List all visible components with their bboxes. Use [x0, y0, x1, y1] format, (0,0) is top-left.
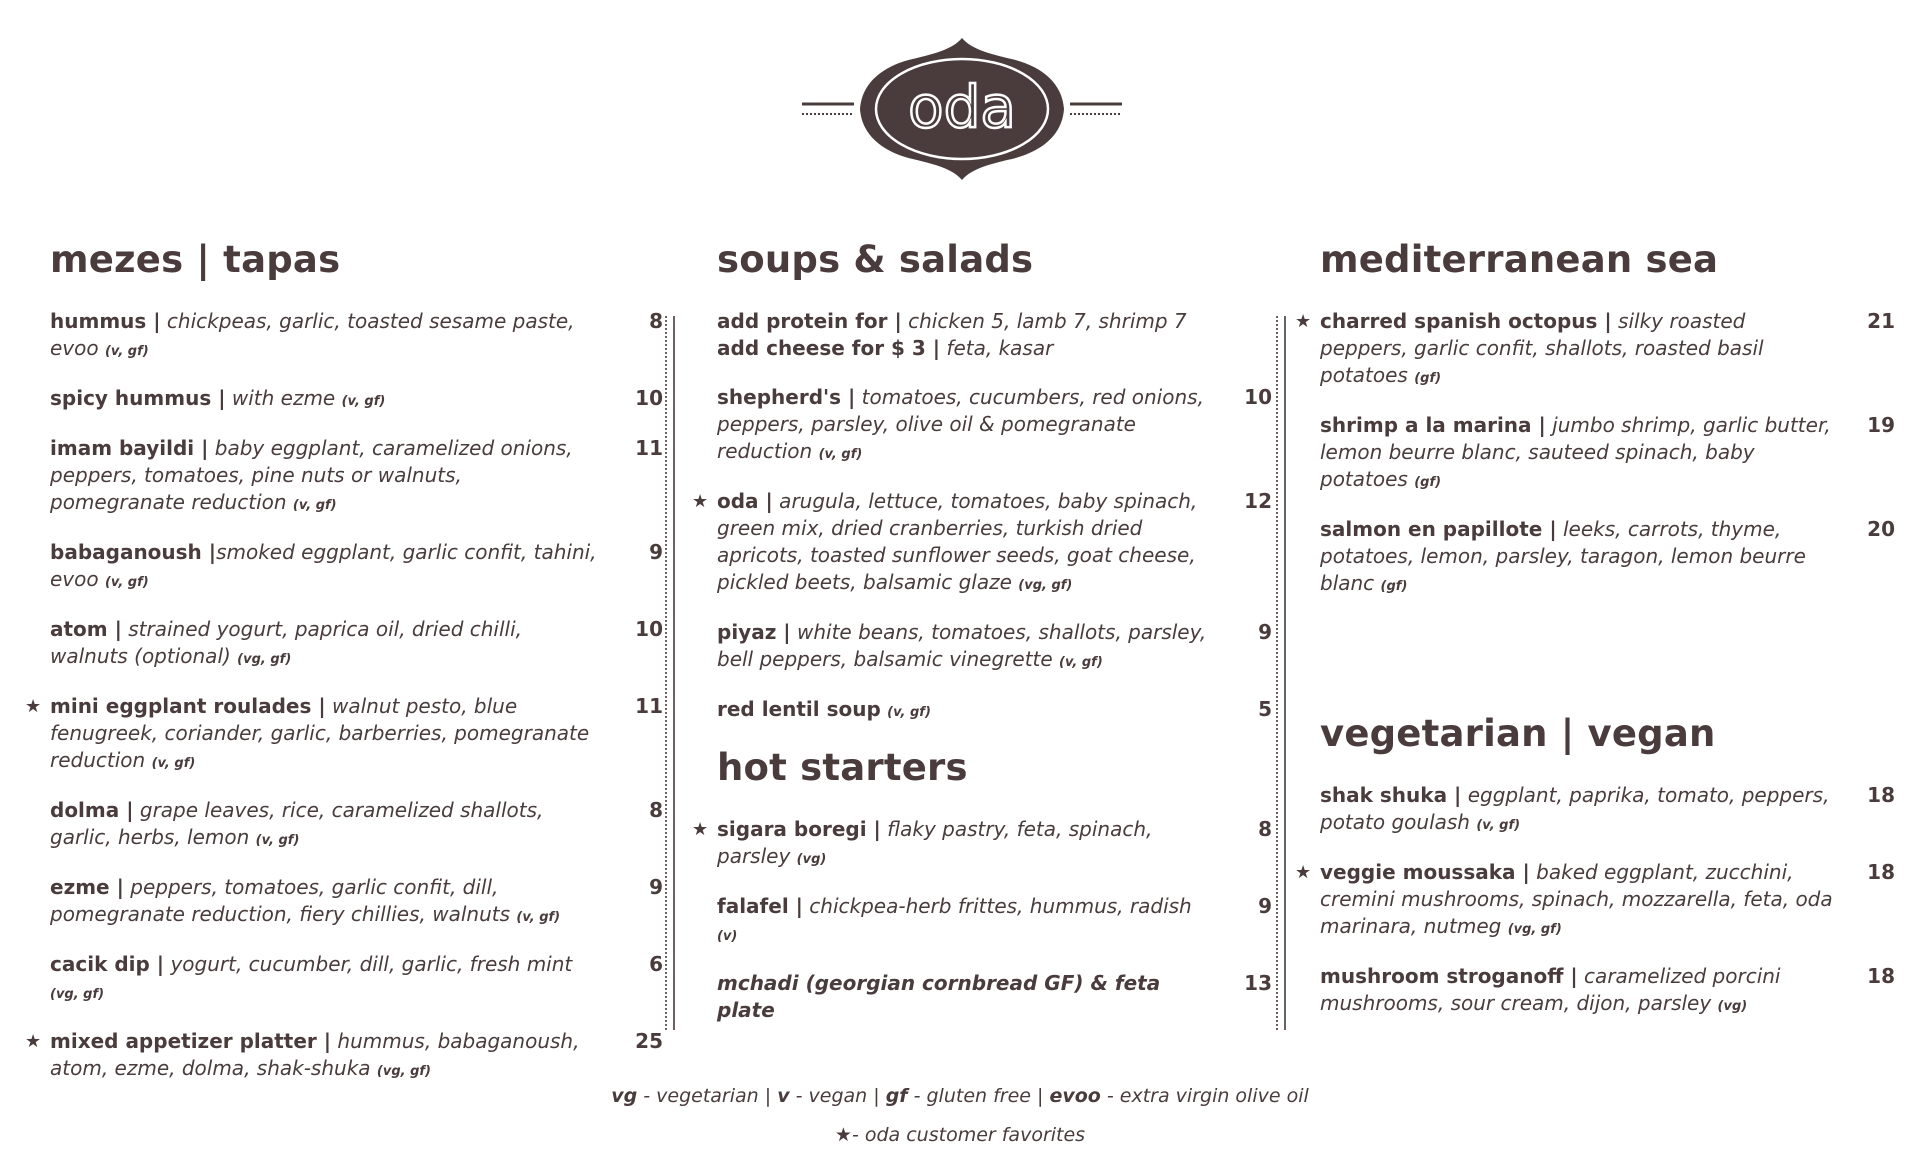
- item-description: walnut pesto, blue fenugreek, coriander, garlic, barberries, pomegranate reduction: [50, 694, 590, 772]
- section-title-mediterranean: mediterranean sea: [1320, 238, 1719, 281]
- item-price: 5: [1258, 697, 1272, 721]
- item-list: [692, 384, 1272, 726]
- item-diet-tag: (v, gf): [341, 394, 386, 409]
- item-price: 12: [1244, 489, 1272, 513]
- item-name: piyaz |: [717, 620, 791, 644]
- item-description: grape leaves, rice, caramelized shallots, garlic, herbs, lemon: [50, 798, 544, 849]
- menu-item: [1320, 963, 1895, 1020]
- item-price: 10: [635, 617, 663, 641]
- addon-lead: add protein for |: [717, 309, 902, 333]
- item-description: smoked eggplant, garlic confit, tahini, evoo: [50, 540, 597, 591]
- menu-item: [717, 619, 1272, 676]
- menu-item: [692, 488, 1272, 599]
- item-diet-tag: (v, gf): [516, 910, 561, 925]
- star-icon: ★: [692, 491, 709, 512]
- oda-logo: [792, 34, 1132, 184]
- menu-item: [50, 308, 663, 365]
- favorites-text: - oda customer favorites: [851, 1124, 1086, 1146]
- item-price: 20: [1867, 517, 1895, 541]
- column-divider: [665, 316, 675, 1030]
- section-title-hot-starters: hot starters: [717, 746, 968, 789]
- legend-key: v: [777, 1085, 790, 1107]
- addon-text: feta, kasar: [940, 336, 1054, 360]
- legend-key: gf: [885, 1085, 908, 1107]
- item-price: 18: [1867, 783, 1895, 807]
- item-name: mini eggplant roulades |: [50, 694, 326, 718]
- item-name: oda |: [717, 489, 773, 513]
- menu-item: [50, 616, 663, 673]
- item-price: 18: [1867, 860, 1895, 884]
- menu-item: [50, 951, 663, 1008]
- item-name: mixed appetizer platter |: [50, 1029, 332, 1053]
- star-icon: ★: [692, 819, 709, 840]
- item-name: red lentil soup: [717, 697, 881, 721]
- item-diet-tag: (gf): [1414, 475, 1442, 490]
- item-name: dolma |: [50, 798, 134, 822]
- menu-item: [717, 696, 1272, 726]
- item-description: jumbo shrimp, garlic butter, lemon beurre blanc, sauteed spinach, baby potatoes: [1320, 413, 1831, 491]
- legend-text: - vegan |: [789, 1085, 886, 1107]
- item-price: 10: [635, 386, 663, 410]
- menu-item: [25, 1028, 663, 1085]
- item-description: with ezme: [225, 386, 342, 410]
- item-name: salmon en papillote |: [1320, 517, 1557, 541]
- menu-item: [1295, 859, 1895, 943]
- item-description: chickpea-herb frittes, hummus, radish: [802, 894, 1192, 918]
- item-description: hummus, babaganoush, atom, ezme, dolma, shak-shuka: [50, 1029, 580, 1080]
- logo-text: oda: [908, 73, 1016, 141]
- item-price: 18: [1867, 964, 1895, 988]
- item-name: cacik dip |: [50, 952, 165, 976]
- item-price: 9: [649, 540, 663, 564]
- item-description: arugula, lettuce, tomatoes, baby spinach, green mix, dried cranberries, turkish dried apricots, toasted sunflower seeds, goat cheese, pickled beets, balsamic glaze: [717, 489, 1198, 594]
- item-price: 11: [635, 694, 663, 718]
- item-description: tomatoes, cucumbers, red onions, peppers, parsley, olive oil & pomegranate reduction: [717, 385, 1204, 463]
- item-name: babaganoush |: [50, 540, 217, 564]
- item-price: 10: [1244, 385, 1272, 409]
- item-diet-tag: (v, gf): [151, 756, 196, 771]
- column-mezes: [25, 238, 663, 1105]
- section-title-soups: soups & salads: [717, 238, 1034, 281]
- item-name: falafel |: [717, 894, 803, 918]
- item-price: 8: [1258, 817, 1272, 841]
- item-diet-tag: (v, gf): [818, 447, 863, 462]
- item-price: 19: [1867, 413, 1895, 437]
- menu-item: [1295, 308, 1895, 392]
- item-name: spicy hummus |: [50, 386, 226, 410]
- section-title-vegetarian: vegetarian | vegan: [1320, 712, 1716, 755]
- menu-item: [25, 693, 663, 777]
- item-diet-tag: (v, gf): [104, 344, 149, 359]
- column-sea: [1295, 238, 1895, 1040]
- legend-key: vg: [611, 1085, 638, 1107]
- item-list: [25, 308, 663, 1085]
- item-description: chickpeas, garlic, toasted sesame paste, evoo: [50, 309, 575, 360]
- menu-item: [717, 384, 1272, 468]
- section-title-mezes: mezes | tapas: [50, 238, 341, 281]
- menu-item: [717, 893, 1272, 950]
- item-name: ezme |: [50, 875, 124, 899]
- dietary-legend: [0, 1085, 1920, 1107]
- item-description: strained yogurt, paprica oil, dried chilli, walnuts (optional): [50, 617, 523, 668]
- legend-key: evoo: [1049, 1085, 1101, 1107]
- menu-item: [1320, 516, 1895, 600]
- legend-text: - gluten free |: [907, 1085, 1050, 1107]
- item-price: 13: [1244, 971, 1272, 995]
- item-diet-tag: (vg): [1717, 999, 1748, 1014]
- item-diet-tag: (vg, gf): [1507, 922, 1562, 937]
- item-description: white beans, tomatoes, shallots, parsley, bell peppers, balsamic vinegrette: [717, 620, 1207, 671]
- item-list: [1295, 782, 1895, 1020]
- menu-item: [692, 816, 1272, 873]
- menu-item: [50, 385, 663, 415]
- favorites-legend: [0, 1124, 1920, 1146]
- item-price: 25: [635, 1029, 663, 1053]
- item-diet-tag: (vg, gf): [376, 1064, 431, 1079]
- item-description: flaky pastry, feta, spinach, parsley: [717, 817, 1153, 868]
- legend-text: - extra virgin olive oil: [1100, 1085, 1309, 1107]
- item-description: yogurt, cucumber, dill, garlic, fresh mint: [164, 952, 573, 976]
- star-icon: ★: [25, 1031, 42, 1052]
- item-name: atom |: [50, 617, 122, 641]
- item-description: baby eggplant, caramelized onions, peppers, tomatoes, pine nuts or walnuts, pomegranate reduction: [50, 436, 573, 514]
- item-diet-tag: (v, gf): [292, 498, 337, 513]
- item-diet-tag: (gf): [1414, 371, 1442, 386]
- item-list: [692, 816, 1272, 1027]
- item-diet-tag: (v, gf): [255, 833, 300, 848]
- menu-item: [1320, 782, 1895, 839]
- item-price: 9: [649, 875, 663, 899]
- item-diet-tag: (vg): [796, 852, 827, 867]
- item-name: shak shuka |: [1320, 783, 1462, 807]
- item-diet-tag: (vg, gf): [237, 652, 292, 667]
- column-soups: [692, 238, 1272, 1047]
- item-name: shrimp a la marina |: [1320, 413, 1546, 437]
- item-price: 8: [649, 798, 663, 822]
- item-description: silky roasted peppers, garlic confit, shallots, roasted basil potatoes: [1320, 309, 1764, 387]
- item-name: mchadi (georgian cornbread GF) & feta plate: [717, 971, 1161, 1022]
- item-name: mushroom stroganoff |: [1320, 964, 1578, 988]
- item-diet-tag: (v): [717, 929, 738, 944]
- item-diet-tag: (vg, gf): [50, 987, 105, 1002]
- item-diet-tag: (vg, gf): [1018, 578, 1073, 593]
- item-name: shepherd's |: [717, 385, 856, 409]
- menu-item: [50, 539, 663, 596]
- item-price: 8: [649, 309, 663, 333]
- column-divider: [1276, 316, 1286, 1030]
- item-diet-tag: (v, gf): [887, 705, 931, 720]
- addon-lead: add cheese for $ 3 |: [717, 336, 941, 360]
- item-description: baked eggplant, zucchini, cremini mushrooms, spinach, mozzarella, feta, oda marinara, nutmeg: [1320, 860, 1833, 938]
- legend-text: - vegetarian |: [637, 1085, 778, 1107]
- item-price: 6: [649, 952, 663, 976]
- item-name: charred spanish octopus |: [1320, 309, 1612, 333]
- star-icon: ★: [834, 1124, 852, 1146]
- item-diet-tag: (v, gf): [1059, 655, 1103, 670]
- addon-text: chicken 5, lamb 7, shrimp 7: [901, 309, 1187, 333]
- star-icon: ★: [1295, 311, 1312, 332]
- item-diet-tag: (v, gf): [104, 575, 149, 590]
- menu-item: [1320, 412, 1895, 496]
- menu-item: [50, 435, 663, 519]
- addon-protein: [717, 308, 1272, 362]
- item-name: veggie moussaka |: [1320, 860, 1530, 884]
- item-price: 9: [1258, 894, 1272, 918]
- item-description: peppers, tomatoes, garlic confit, dill, pomegranate reduction, fiery chillies, walnuts: [50, 875, 517, 926]
- menu-item: [717, 970, 1272, 1027]
- item-list: [1295, 308, 1895, 600]
- item-name: imam bayildi |: [50, 436, 209, 460]
- item-description: leeks, carrots, thyme, potatoes, lemon, parsley, taragon, lemon beurre blanc: [1320, 517, 1806, 595]
- item-diet-tag: (gf): [1380, 579, 1408, 594]
- item-price: 11: [635, 436, 663, 460]
- item-diet-tag: (v, gf): [1476, 818, 1521, 833]
- item-price: 21: [1867, 309, 1895, 333]
- item-name: hummus |: [50, 309, 161, 333]
- item-description: eggplant, paprika, tomato, peppers, potato goulash: [1320, 783, 1830, 834]
- menu-item: [50, 874, 663, 931]
- item-description: caramelized porcini mushrooms, sour cream, dijon, parsley: [1320, 964, 1781, 1015]
- item-price: 9: [1258, 620, 1272, 644]
- star-icon: ★: [1295, 862, 1312, 883]
- menu-item: [50, 797, 663, 854]
- star-icon: ★: [25, 696, 42, 717]
- item-name: sigara boregi |: [717, 817, 881, 841]
